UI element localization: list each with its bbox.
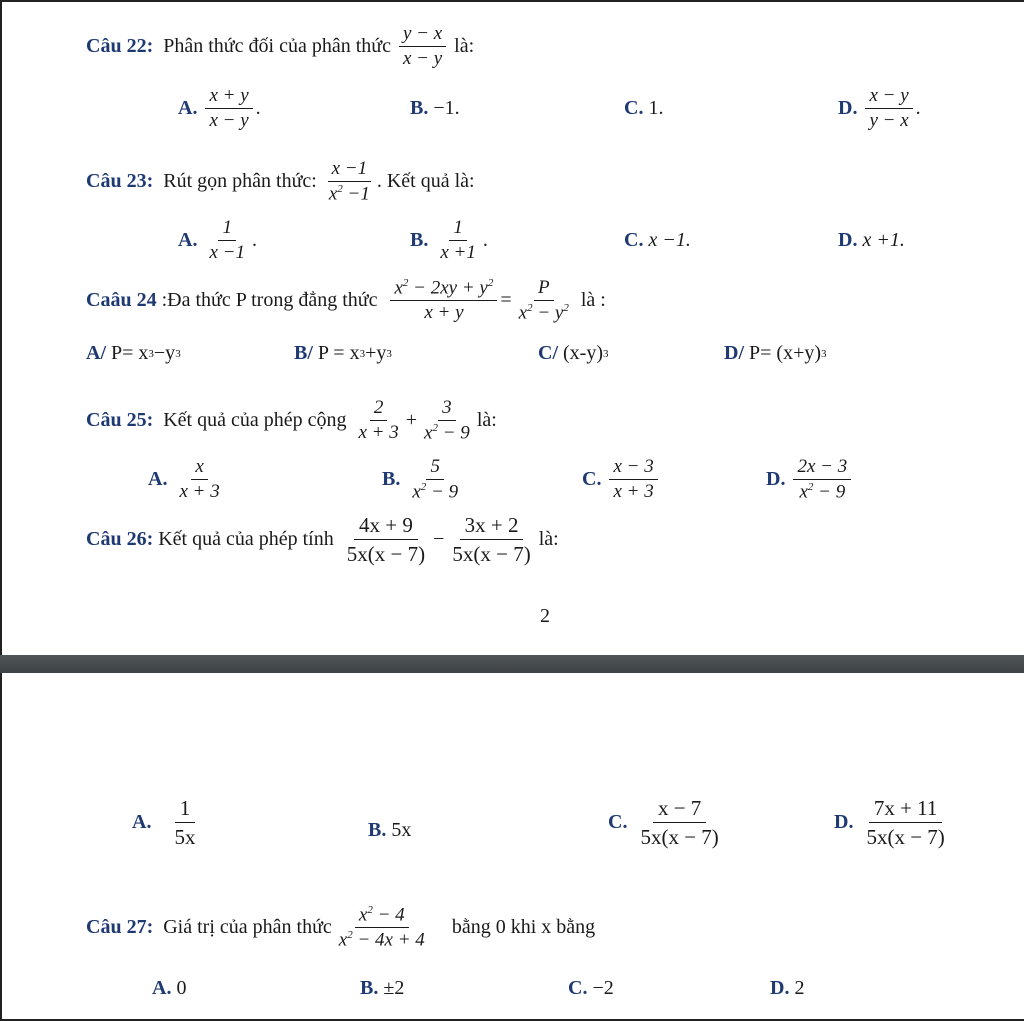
option-text: −y — [153, 342, 176, 364]
fraction-denominator: x + 3 — [179, 480, 220, 502]
option-26-d[interactable] — [834, 797, 953, 848]
option-tail: . — [255, 96, 261, 119]
fraction-numerator: x −1 — [328, 159, 372, 182]
question-26-suffix: là: — [538, 528, 559, 551]
fraction-numerator — [390, 278, 497, 301]
question-22-text: Phân thức đối của phân thức — [163, 34, 391, 57]
fraction-numerator: 2x − 3 — [793, 457, 851, 480]
fraction-denominator: x +1 — [440, 241, 476, 263]
option-24-b[interactable] — [294, 342, 392, 365]
fraction-denominator — [420, 421, 474, 443]
exponent: 2 — [337, 182, 343, 195]
fraction-numerator: x + y — [205, 86, 252, 109]
option-text: ±2 — [383, 977, 405, 999]
exponent: 2 — [807, 480, 814, 493]
fraction-denominator: x + 3 — [613, 480, 654, 502]
fraction-denominator: y − x — [869, 109, 909, 131]
option-25-a[interactable] — [148, 457, 227, 502]
fraction-numerator: x − y — [865, 86, 912, 109]
option-label: A. — [148, 467, 168, 490]
option-label: C/ — [538, 342, 558, 364]
option-text: +y — [365, 342, 387, 364]
option-23-b[interactable] — [410, 218, 488, 263]
option-tail: . — [482, 228, 488, 251]
option-label: C. — [582, 467, 602, 490]
option-label: A. — [132, 811, 152, 834]
question-24-text: :Đa thức P trong đẳng thức — [161, 289, 378, 312]
question-26 — [86, 514, 559, 565]
option-25-b[interactable] — [382, 457, 465, 502]
option-label: B. — [360, 977, 379, 999]
question-24-number: Caâu 24 — [86, 289, 157, 312]
question-24-rhs-fraction — [515, 278, 573, 323]
plus-sign: + — [405, 409, 418, 432]
option-27-b[interactable] — [360, 977, 404, 1000]
option-24-c[interactable] — [538, 342, 608, 365]
question-22-fraction — [399, 24, 446, 69]
exponent: 3 — [386, 347, 392, 360]
option-fraction — [205, 218, 249, 263]
option-22-c[interactable] — [624, 97, 663, 120]
option-22-a[interactable] — [178, 86, 261, 131]
fraction-numerator: 1 — [449, 218, 467, 241]
fraction-numerator: 5 — [426, 457, 444, 480]
option-label: D/ — [724, 342, 744, 364]
option-text: 1. — [648, 97, 664, 119]
fraction-numerator: 4x + 9 — [354, 514, 418, 540]
option-27-a[interactable] — [152, 977, 186, 1000]
base: x — [518, 302, 528, 324]
option-fraction — [793, 457, 851, 502]
question-23-suffix: . Kết quả là: — [376, 170, 475, 193]
fraction-numerator: 3x + 2 — [460, 514, 524, 540]
fraction-denominator — [408, 480, 462, 502]
option-text: x −1. — [648, 229, 691, 251]
option-text: 0 — [176, 977, 187, 999]
fraction-numerator — [355, 905, 409, 928]
option-27-c[interactable] — [568, 977, 614, 1000]
exponent: 2 — [420, 480, 427, 493]
question-23-number: Câu 23: — [86, 170, 154, 193]
option-22-b[interactable] — [410, 97, 460, 120]
fraction-numerator: 1 — [218, 218, 236, 241]
option-26-a[interactable] — [132, 797, 203, 848]
question-22-number: Câu 22: — [86, 34, 154, 57]
option-label: B. — [368, 819, 387, 841]
option-text: P = x — [317, 342, 360, 364]
option-label: C. — [608, 811, 628, 834]
fraction-denominator: x + 3 — [358, 422, 399, 444]
option-fraction — [635, 797, 723, 848]
question-25-fraction-2 — [420, 398, 474, 443]
fraction-numerator: x — [191, 457, 207, 480]
exponent: 2 — [367, 904, 373, 916]
option-label: A/ — [86, 342, 106, 364]
question-24 — [86, 278, 606, 323]
tail: − 9 — [426, 481, 459, 503]
tail: − 4 — [372, 904, 405, 926]
question-26-fraction-2 — [447, 514, 535, 565]
option-22-d[interactable] — [838, 86, 921, 131]
tail: − 4x + 4 — [352, 929, 425, 951]
option-label: D. — [838, 96, 858, 119]
exponent: 2 — [487, 277, 494, 289]
fraction-denominator — [335, 928, 429, 950]
option-text: P= (x+y) — [749, 342, 822, 364]
question-27-text: Giá trị của phân thức — [163, 916, 332, 939]
exponent: 3 — [148, 347, 154, 360]
question-27-fraction — [335, 905, 429, 951]
option-label: D. — [770, 977, 790, 999]
option-24-a[interactable] — [86, 342, 181, 365]
fraction-denominator — [795, 480, 849, 502]
option-fraction — [436, 218, 480, 263]
option-fraction — [169, 797, 200, 848]
fraction-numerator: x − 7 — [653, 797, 706, 823]
fraction-numerator: y − x — [399, 24, 446, 47]
page-number: 2 — [540, 605, 550, 627]
fraction-denominator: x −1 — [209, 241, 245, 263]
option-text: 5x — [391, 819, 412, 841]
option-26-c[interactable] — [608, 797, 727, 848]
question-25-fraction-1 — [355, 398, 403, 443]
option-fraction — [205, 86, 252, 131]
question-24-lhs-fraction — [390, 278, 497, 323]
base: x — [328, 183, 338, 205]
tail: − 9 — [813, 481, 846, 503]
option-26-b[interactable] — [368, 819, 411, 842]
exponent: 3 — [602, 347, 609, 360]
base: x — [424, 422, 433, 444]
option-label: D. — [838, 229, 858, 251]
fraction-denominator: 5x(x − 7) — [346, 542, 426, 567]
option-label: D. — [766, 468, 786, 491]
fraction-denominator: 5x(x − 7) — [866, 825, 945, 850]
question-25 — [86, 398, 497, 443]
option-label: B/ — [294, 342, 313, 364]
option-label: C. — [624, 97, 644, 119]
option-25-c[interactable] — [582, 457, 661, 502]
document-page-2 — [0, 673, 1024, 1021]
fraction-denominator — [325, 182, 374, 204]
option-23-c[interactable] — [624, 229, 691, 252]
page-divider — [0, 655, 1024, 673]
exponent: 2 — [563, 301, 569, 314]
option-tail: . — [915, 96, 921, 119]
option-label: C. — [624, 229, 644, 251]
fraction-numerator: 3 — [438, 398, 456, 421]
option-text: −2 — [592, 977, 614, 999]
option-fraction — [865, 86, 912, 131]
question-25-suffix: là: — [476, 409, 497, 432]
option-27-d[interactable] — [770, 977, 804, 1000]
question-23-fraction — [325, 159, 374, 204]
option-tail: . — [251, 228, 257, 251]
tail: − 2xy + y — [408, 277, 488, 299]
equals-sign: = — [500, 289, 512, 312]
exponent: 3 — [821, 347, 827, 360]
question-27-number: Câu 27: — [86, 916, 154, 939]
option-label: A. — [178, 96, 198, 119]
fraction-denominator — [515, 301, 573, 323]
fraction-denominator: x + y — [424, 302, 464, 324]
question-26-text: Kết quả của phép tính — [158, 528, 334, 551]
question-27 — [86, 905, 595, 951]
option-25-d[interactable] — [766, 457, 854, 502]
question-24-suffix: là : — [580, 289, 606, 312]
option-24-d[interactable] — [724, 342, 827, 365]
exponent: 2 — [432, 421, 438, 434]
option-label: C. — [568, 977, 588, 999]
exponent: 3 — [175, 347, 181, 360]
base: x — [358, 904, 368, 926]
exponent: 2 — [527, 301, 533, 314]
exponent: 2 — [347, 929, 353, 942]
option-label: A. — [178, 228, 198, 251]
fraction-numerator: 1 — [175, 797, 196, 823]
question-23-text: Rút gọn phân thức: — [163, 170, 317, 193]
fraction-denominator: 5x — [174, 825, 196, 850]
option-label: B. — [410, 228, 429, 251]
base: x — [799, 481, 808, 503]
exponent: 2 — [402, 277, 409, 289]
option-text: x +1. — [862, 229, 905, 251]
option-label: A. — [152, 977, 172, 999]
base: x — [394, 277, 403, 299]
exponent: 3 — [359, 347, 366, 360]
fraction-numerator: x − 3 — [609, 457, 657, 480]
option-label: D. — [834, 811, 854, 834]
option-label: B. — [410, 97, 429, 119]
question-22 — [86, 24, 474, 69]
fraction-numerator: 2 — [370, 398, 388, 421]
fraction-numerator: 7x + 11 — [869, 797, 943, 823]
question-23 — [86, 159, 475, 204]
question-26-number: Câu 26: — [86, 528, 154, 551]
option-text: P= x — [111, 342, 149, 364]
base: x — [412, 481, 421, 503]
option-fraction — [408, 457, 462, 502]
question-26-fraction-1 — [342, 514, 430, 565]
tail: − y — [532, 302, 564, 324]
option-23-a[interactable] — [178, 218, 257, 263]
base: x — [338, 929, 348, 951]
option-text: −1. — [433, 97, 460, 119]
minus-sign: − — [433, 528, 445, 551]
option-fraction — [175, 457, 223, 502]
question-27-suffix: bằng 0 khi x bằng — [451, 916, 596, 939]
fraction-denominator: 5x(x − 7) — [452, 542, 531, 567]
option-fraction — [861, 797, 949, 848]
tail: − 9 — [437, 422, 470, 444]
question-22-suffix: là: — [454, 34, 475, 57]
fraction-denominator: x − y — [402, 47, 443, 69]
fraction-numerator: P — [534, 278, 554, 301]
option-fraction — [609, 457, 657, 502]
fraction-denominator: 5x(x − 7) — [640, 825, 719, 850]
option-text: (x-y) — [563, 342, 603, 364]
question-25-number: Câu 25: — [86, 409, 154, 432]
question-25-text: Kết quả của phép cộng — [163, 409, 347, 432]
option-label: B. — [382, 468, 401, 491]
tail: −1 — [342, 183, 370, 205]
option-23-d[interactable] — [838, 229, 905, 252]
option-text: 2 — [794, 977, 805, 999]
fraction-denominator: x − y — [209, 109, 249, 131]
